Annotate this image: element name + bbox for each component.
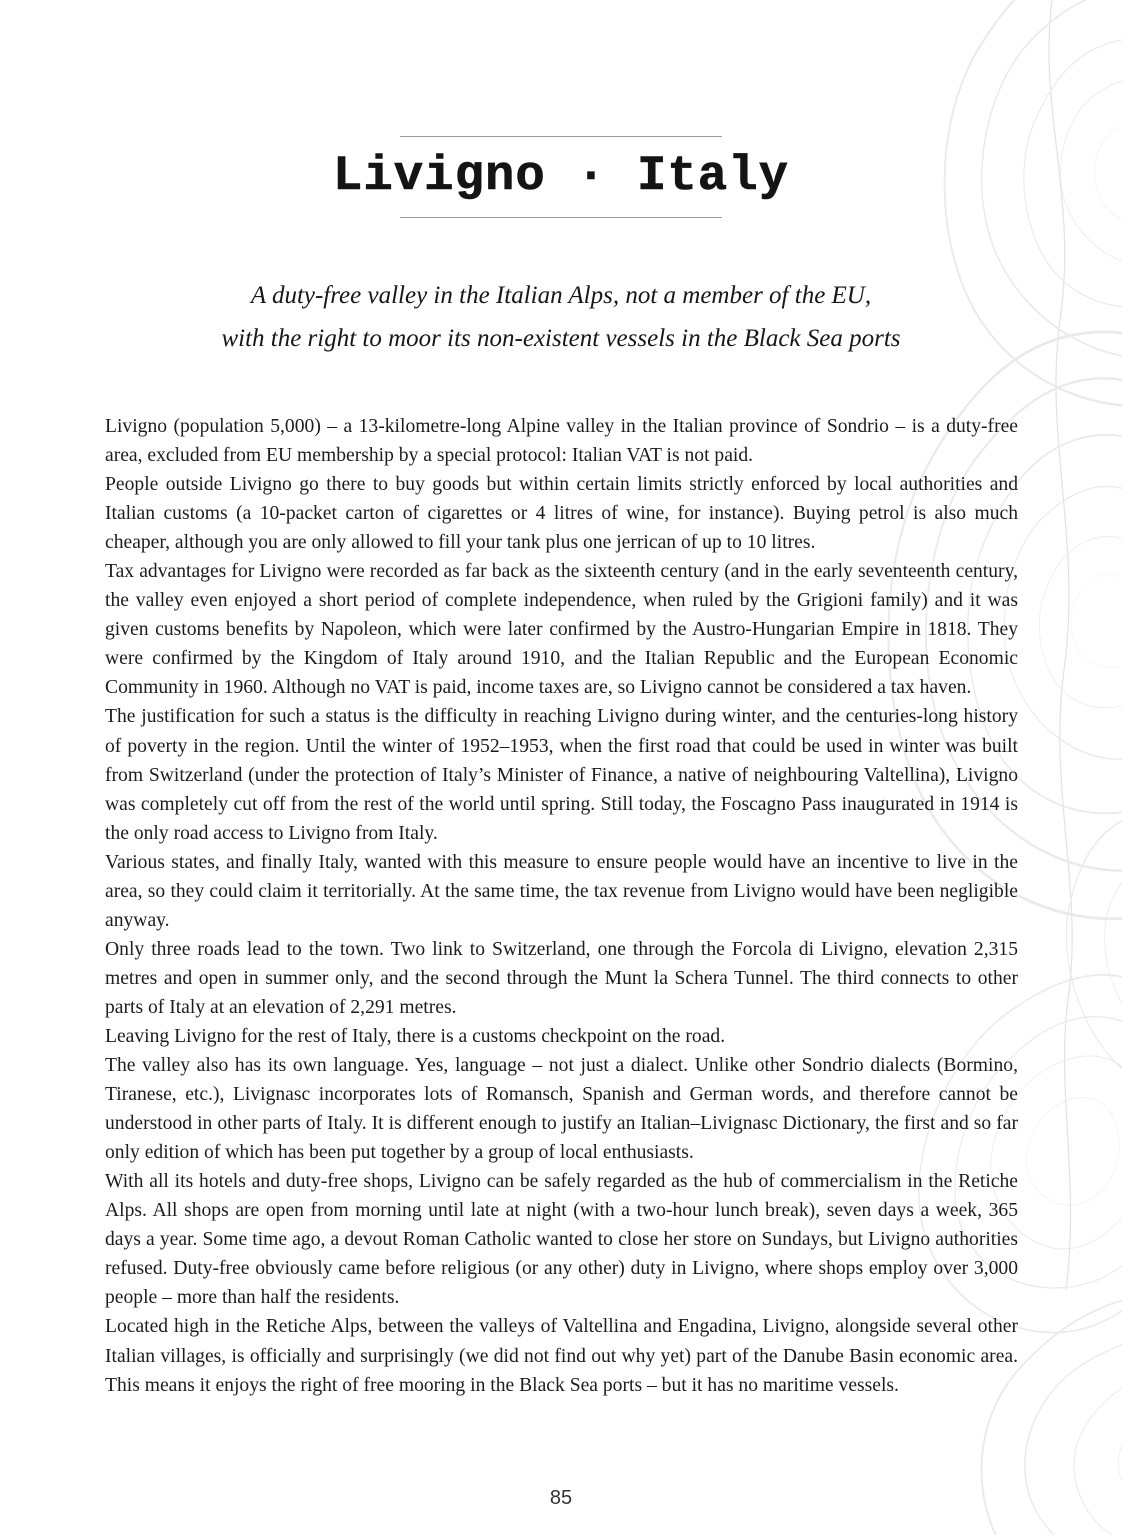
body-paragraph: With all its hotels and duty-free shops, Livigno can be safely regarded as the hub of commercialism in the Retiche Alps. All shops are open from morning until late at night (with a two-hour lunch break), seven days a week, 365 days a year. Some time ago, a devout Roman Catholic wanted to close her store on Sundays, but Livigno authorities refused. Duty-free obviously came before religious (or any other) duty in Livigno, where shops employ over 3,000 people – more than half the residents. bbox=[105, 1171, 1018, 1309]
body-paragraph: The valley also has its own language. Yes, language – not just a dialect. Unlike other Sondrio dialects (Bormino, Tiranese, etc.), Livignasc incorporates lots of Romansch, Spanish and German words, and therefore cannot be understood in other parts of Italy. It is different enough to justify an Italian–Livignasc Dictionary, the first and so far only edition of which has been put together by a group of local enthusiasts. bbox=[105, 1055, 1018, 1164]
body-paragraph: Livigno (population 5,000) – a 13-kilometre-long Alpine valley in the Italian province of Sondrio – is a duty-free area, excluded from EU membership by a special protocol: Italian VAT is not paid. bbox=[105, 416, 1018, 467]
page-number: 85 bbox=[549, 1487, 573, 1509]
body-paragraph: Located high in the Retiche Alps, between the valleys of Valtellina and Engadina, Livigno, alongside several other Italian villages, is officially and surprisingly (we did not find out why yet) part of the Danube Basin economic area. This means it enjoys the right of free mooring in the Black Sea ports – but it has no maritime vessels. bbox=[105, 1316, 1018, 1396]
page-title: Livigno · Italy bbox=[332, 148, 790, 204]
body-paragraph: Tax advantages for Livigno were recorded as far back as the sixteenth century (and in the early seventeenth century, the valley even enjoyed a short period of complete independence, when ruled by the Grigioni family) and it was given customs benefits by Napoleon, which were later confirmed by the Austro-Hungarian Empire in 1818. They were confirmed by the Kingdom of Italy around 1910, and the Italian Republic and the European Economic Community in 1960. Although no VAT is paid, income taxes are, so Livigno cannot be considered a tax haven. bbox=[105, 561, 1018, 699]
subtitle bbox=[0, 274, 1122, 360]
subtitle-line-2: with the right to moor its non-existent vessels in the Black Sea ports bbox=[221, 325, 901, 352]
subtitle-line-1: A duty-free valley in the Italian Alps, not a member of the EU, bbox=[250, 282, 872, 309]
title-rule-top bbox=[400, 136, 722, 137]
body-paragraph: Leaving Livigno for the rest of Italy, there is a customs checkpoint on the road. bbox=[105, 1025, 726, 1047]
body-paragraph: People outside Livigno go there to buy goods but within certain limits strictly enforced by local authorities and Italian customs (a 10-packet carton of cigarettes or 4 litres of wine, for instance). Buying petrol is also much cheaper, although you are only allowed to fill your tank plus one jerrican of up to 10 litres. bbox=[105, 474, 1018, 554]
article-body bbox=[105, 412, 1018, 1400]
title-rule-bottom bbox=[400, 217, 722, 218]
body-paragraph: Various states, and finally Italy, wanted with this measure to ensure people would have an incentive to live in the area, so they could claim it territorially. At the same time, the tax revenue from Livigno would have been negligible anyway. bbox=[105, 851, 1018, 931]
body-paragraph: The justification for such a status is the difficulty in reaching Livigno during winter, and the centuries-long history of poverty in the region. Until the winter of 1952–1953, when the first road that could be used in winter was built from Switzerland (under the protection of Italy’s Minister of Finance, a native of neighbouring Valtellina), Livigno was completely cut off from the rest of the world until spring. Still today, the Foscagno Pass inaugurated in 1914 is the only road access to Livigno from Italy. bbox=[105, 706, 1018, 844]
title-block bbox=[0, 136, 1122, 218]
body-paragraph: Only three roads lead to the town. Two link to Switzerland, one through the Forcola di Livigno, elevation 2,315 metres and open in summer only, and the second through the Munt la Schera Tunnel. The third connects to other parts of Italy at an elevation of 2,291 metres. bbox=[105, 938, 1018, 1018]
